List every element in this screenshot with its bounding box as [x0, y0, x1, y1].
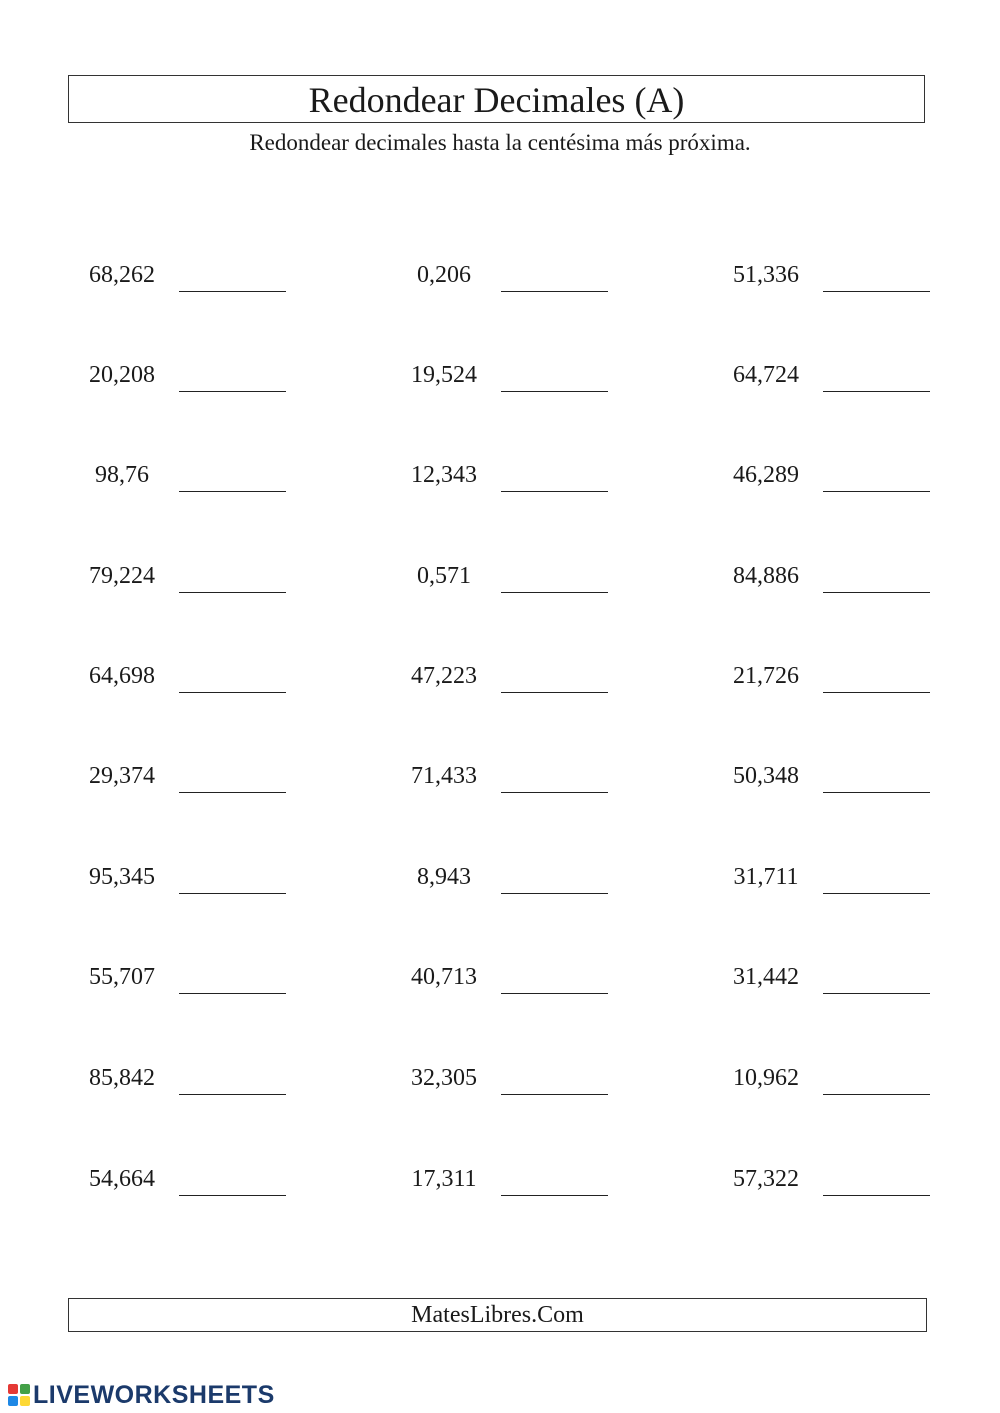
answer-blank[interactable] — [501, 391, 608, 392]
problem-number: 64,724 — [733, 362, 799, 388]
problem-number: 29,374 — [89, 763, 155, 789]
answer-blank[interactable] — [823, 491, 930, 492]
problem-item — [72, 1063, 292, 1103]
worksheet-title: Redondear Decimales (A) — [308, 80, 685, 120]
problem-item — [72, 360, 292, 400]
problem-number: 54,664 — [89, 1166, 155, 1192]
answer-blank[interactable] — [179, 792, 286, 793]
problem-number: 98,76 — [95, 462, 149, 488]
problem-number: 71,433 — [411, 763, 477, 789]
footer-box — [68, 1298, 927, 1332]
problem-item — [716, 360, 936, 400]
answer-blank[interactable] — [179, 1094, 286, 1095]
problem-number: 79,224 — [89, 563, 155, 589]
problem-number: 68,262 — [89, 262, 155, 288]
problem-item — [72, 260, 292, 300]
problem-item — [72, 862, 292, 902]
answer-blank[interactable] — [501, 893, 608, 894]
logo-square-green — [20, 1384, 30, 1394]
problem-number: 17,311 — [411, 1166, 477, 1192]
answer-blank[interactable] — [179, 491, 286, 492]
answer-blank[interactable] — [179, 893, 286, 894]
problem-number: 19,524 — [411, 362, 477, 388]
problem-item — [394, 1164, 614, 1204]
problem-item — [716, 661, 936, 701]
answer-blank[interactable] — [823, 1094, 930, 1095]
problem-number: 47,223 — [411, 663, 477, 689]
answer-blank[interactable] — [501, 692, 608, 693]
problem-number: 12,343 — [411, 462, 477, 488]
problem-number: 85,842 — [89, 1065, 155, 1091]
logo-square-blue — [8, 1396, 18, 1406]
problem-number: 55,707 — [89, 964, 155, 990]
problem-number: 0,206 — [417, 262, 471, 288]
answer-blank[interactable] — [179, 592, 286, 593]
problem-number: 32,305 — [411, 1065, 477, 1091]
problem-item — [394, 460, 614, 500]
problem-number: 57,322 — [733, 1166, 799, 1192]
problem-item — [716, 962, 936, 1002]
answer-blank[interactable] — [179, 692, 286, 693]
worksheet-instructions: Redondear decimales hasta la centésima más próxima. — [249, 130, 751, 155]
problem-item — [394, 561, 614, 601]
problem-item — [716, 460, 936, 500]
problem-item — [72, 962, 292, 1002]
problem-item — [394, 862, 614, 902]
problem-item — [716, 1164, 936, 1204]
problem-item — [72, 661, 292, 701]
problem-number: 84,886 — [733, 563, 799, 589]
problem-item — [716, 862, 936, 902]
problem-number: 0,571 — [417, 563, 471, 589]
problem-item — [716, 561, 936, 601]
problem-number: 21,726 — [733, 663, 799, 689]
problem-number: 8,943 — [417, 864, 471, 890]
problem-item — [716, 260, 936, 300]
problem-number: 31,442 — [733, 964, 799, 990]
problem-item — [394, 962, 614, 1002]
problem-number: 95,345 — [89, 864, 155, 890]
answer-blank[interactable] — [823, 291, 930, 292]
problem-number: 20,208 — [89, 362, 155, 388]
logo-square-yellow — [20, 1396, 30, 1406]
problem-item — [716, 1063, 936, 1103]
answer-blank[interactable] — [179, 1195, 286, 1196]
answer-blank[interactable] — [823, 792, 930, 793]
problem-item — [72, 761, 292, 801]
brand-name: LIVEWORKSHEETS — [33, 1380, 275, 1409]
problem-item — [394, 1063, 614, 1103]
problem-item — [72, 561, 292, 601]
answer-blank[interactable] — [823, 893, 930, 894]
answer-blank[interactable] — [179, 993, 286, 994]
answer-blank[interactable] — [501, 1195, 608, 1196]
answer-blank[interactable] — [823, 592, 930, 593]
problem-item — [394, 360, 614, 400]
answer-blank[interactable] — [823, 692, 930, 693]
answer-blank[interactable] — [501, 993, 608, 994]
problem-item — [394, 661, 614, 701]
problem-number: 50,348 — [733, 763, 799, 789]
problem-number: 64,698 — [89, 663, 155, 689]
answer-blank[interactable] — [501, 592, 608, 593]
answer-blank[interactable] — [823, 391, 930, 392]
answer-blank[interactable] — [823, 993, 930, 994]
answer-blank[interactable] — [179, 391, 286, 392]
answer-blank[interactable] — [501, 491, 608, 492]
problem-item — [394, 761, 614, 801]
liveworksheets-brand[interactable] — [8, 1381, 275, 1409]
problem-number: 31,711 — [733, 864, 799, 890]
answer-blank[interactable] — [501, 1094, 608, 1095]
worksheet-title-box — [68, 75, 925, 123]
problem-item — [72, 460, 292, 500]
problem-number: 51,336 — [733, 262, 799, 288]
problem-item — [72, 1164, 292, 1204]
problem-number: 10,962 — [733, 1065, 799, 1091]
logo-square-red — [8, 1384, 18, 1394]
answer-blank[interactable] — [179, 291, 286, 292]
problem-number: 46,289 — [733, 462, 799, 488]
answer-blank[interactable] — [501, 291, 608, 292]
problem-item — [394, 260, 614, 300]
problem-item — [716, 761, 936, 801]
answer-blank[interactable] — [823, 1195, 930, 1196]
answer-blank[interactable] — [501, 792, 608, 793]
footer-site: MatesLibres.Com — [411, 1302, 584, 1328]
problem-number: 40,713 — [411, 964, 477, 990]
liveworksheets-logo-icon — [8, 1384, 30, 1406]
